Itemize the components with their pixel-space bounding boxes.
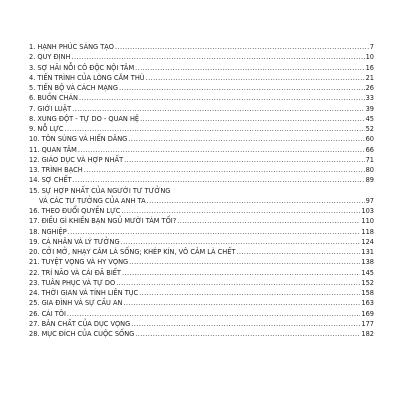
toc-entry-page: 152 (361, 278, 374, 287)
toc-entry (29, 278, 374, 288)
toc-entry-page: 124 (361, 237, 374, 246)
toc-leader-dots (78, 145, 365, 155)
toc-entry (29, 114, 374, 124)
toc-entry-title: 21. TUYỆT VỌNG VÀ HY VỌNG (29, 258, 129, 267)
toc-leader-dots (65, 124, 365, 134)
toc-entry-page: 52 (365, 125, 374, 133)
toc-entry-page: 89 (365, 176, 374, 185)
toc-entry-page: 158 (361, 289, 374, 297)
toc-entry-page: 110 (361, 217, 374, 226)
toc-entry-title: 9. NỖ LỰC (29, 125, 64, 133)
toc-entry (29, 63, 374, 73)
toc-entry-title: VÀ CÁC TƯ TƯỞNG CỦA ANH TA (39, 196, 146, 205)
toc-leader-dots (84, 165, 365, 175)
toc-entry (29, 175, 374, 185)
toc-entry (29, 42, 374, 52)
toc-entry-title: 5. TIẾN BỘ VÀ CÁCH MẠNG (29, 84, 118, 92)
toc-leader-dots (79, 93, 365, 103)
toc-entry (29, 145, 374, 155)
toc-entry (29, 227, 374, 237)
toc-entry (29, 155, 374, 165)
toc-leader-dots (171, 186, 373, 196)
toc-entry-title: 27. BẢN CHẤT CỦA DỤC VỌNG (29, 319, 131, 328)
toc-entry-title: 2. QUY ĐỊNH (29, 53, 71, 62)
toc-leader-dots (135, 329, 360, 339)
toc-entry-title: 15. SỰ HỢP NHẤT CỦA NGƯỜI TƯ TƯỞNG (29, 186, 171, 195)
toc-leader-dots (124, 155, 365, 165)
toc-entry-page: 60 (365, 135, 374, 144)
toc-entry (29, 93, 374, 103)
toc-leader-dots (129, 257, 360, 267)
toc-entry (29, 288, 374, 298)
toc-entry-page: 145 (361, 268, 374, 277)
toc-leader-dots (71, 52, 364, 62)
toc-entry-continuation (29, 196, 374, 206)
toc-entry-title: 7. GIỚI LUẬT (29, 104, 72, 113)
toc-leader-dots (128, 134, 364, 144)
toc-leader-dots (73, 175, 365, 185)
toc-entry (29, 186, 374, 196)
toc-entry-page: 80 (365, 166, 374, 174)
toc-entry-page: 103 (361, 207, 374, 215)
toc-entry-page: 10 (365, 53, 374, 62)
toc-entry-page: 7 (369, 43, 374, 51)
toc-entry (29, 298, 374, 308)
toc-entry-page: 131 (361, 248, 374, 256)
toc-leader-dots (236, 247, 360, 257)
toc-entry-title: 18. NGHIỆP (29, 227, 67, 236)
toc-leader-dots (123, 298, 360, 308)
toc-entry (29, 319, 374, 329)
toc-entry-title: 8. XUNG ĐỘT - TỰ DO - QUAN HỆ (29, 114, 140, 123)
toc-entry (29, 247, 374, 257)
toc-entry-page: 97 (365, 196, 374, 205)
toc-entry-title: 16. THEO ĐUỔI QUYỀN LỰC (29, 207, 121, 215)
toc-entry-page: 39 (365, 104, 374, 113)
toc-entry-title: 24. THỜI GIAN VÀ TÍNH LIÊN TỤC (29, 289, 139, 297)
toc-entry-page: 66 (365, 145, 374, 154)
toc-entry-page: 163 (361, 299, 374, 308)
toc-entry-title: 28. MỤC ĐÍCH CỦA CUỘC SỐNG (29, 330, 135, 338)
toc-entry (29, 124, 374, 134)
toc-leader-dots (140, 114, 365, 124)
toc-leader-dots (135, 63, 364, 73)
toc-entry (29, 237, 374, 247)
toc-leader-dots (139, 288, 360, 298)
toc-entry-title: 14. SỢ CHẾT (29, 176, 72, 185)
toc-entry (29, 257, 374, 267)
toc-leader-dots (121, 237, 361, 247)
toc-entry-page: 182 (361, 330, 374, 338)
toc-entry-title: 13. TRÌNH BẠCH (29, 166, 83, 174)
toc-entry (29, 104, 374, 114)
toc-entry-title: 25. GIA ĐÌNH VÀ SỰ CẦU AN (29, 299, 123, 308)
toc-leader-dots (146, 73, 365, 83)
toc-entry-title: 3. SỢ HÃI NỖI CÔ ĐỘC NỘI TÂM (29, 63, 135, 72)
toc-entry-page: 26 (365, 84, 374, 92)
toc-leader-dots (115, 42, 369, 52)
toc-entry (29, 83, 374, 93)
toc-entry (29, 216, 374, 226)
toc-entry-page: 16 (365, 63, 374, 72)
toc-entry-page: 21 (365, 73, 374, 82)
toc-leader-dots (131, 319, 360, 329)
toc-leader-dots (147, 196, 365, 206)
toc-entry (29, 52, 374, 62)
toc-leader-dots (119, 83, 365, 93)
toc-entry (29, 268, 374, 278)
toc-entry-title: 4. TIẾN TRÌNH CỦA LÒNG CĂM THÙ (29, 73, 145, 82)
toc-leader-dots (68, 227, 361, 237)
toc-entry-page: 138 (361, 258, 374, 267)
toc-entry-title: 17. ĐIỀU GÌ KHIẾN BẠN NGỦ MƯỜI TÁM TỐI? (29, 217, 177, 226)
toc-entry-title: 20. CỞI MỞ, NHẠY CẢM LÀ SỐNG; KHÉP KÍN, VÔ CẢM LÀ CHẾT (29, 248, 236, 256)
toc-leader-dots (116, 278, 360, 288)
toc-entry-title: 10. TÔN SÙNG VÀ HIẾN DÂNG (29, 135, 128, 144)
toc-entry-title: 12. GIÁO DỤC VÀ HỢP NHẤT (29, 155, 124, 164)
toc-entry (29, 329, 374, 339)
toc-entry-page: 71 (365, 155, 374, 164)
toc-leader-dots (67, 309, 361, 319)
toc-entry-page: 118 (361, 227, 374, 236)
toc-leader-dots (177, 216, 360, 226)
toc-entry-page: 177 (361, 319, 374, 328)
toc-entry-title: 26. CÁI TÔI (29, 309, 66, 318)
toc-entry-page: 45 (365, 114, 374, 123)
toc-leader-dots (121, 206, 360, 216)
toc-entry (29, 309, 374, 319)
toc-entry (29, 134, 374, 144)
toc-leader-dots (122, 268, 360, 278)
toc-entry (29, 206, 374, 216)
toc-entry-page: 169 (361, 309, 374, 318)
toc-entry-title: 22. TRÍ NÃO VÀ CÁI ĐÃ BIẾT (29, 268, 121, 277)
toc-entry-title: 11. QUAN TÂM (29, 145, 77, 154)
toc-entry-title: 6. BUỒN CHÁN (29, 94, 78, 103)
toc-entry (29, 73, 374, 83)
toc-entry (29, 165, 374, 175)
toc-entry-title: 23. TUÂN PHỤC VÀ TỰ DO (29, 278, 116, 287)
toc-leader-dots (72, 104, 364, 114)
toc-entry-title: 19. CÁ NHÂN VÀ LÝ TƯỞNG (29, 237, 120, 246)
table-of-contents (29, 42, 374, 339)
toc-entry-page: 33 (365, 94, 374, 103)
toc-entry-title: 1. HẠNH PHÚC SÁNG TẠO (29, 43, 114, 51)
